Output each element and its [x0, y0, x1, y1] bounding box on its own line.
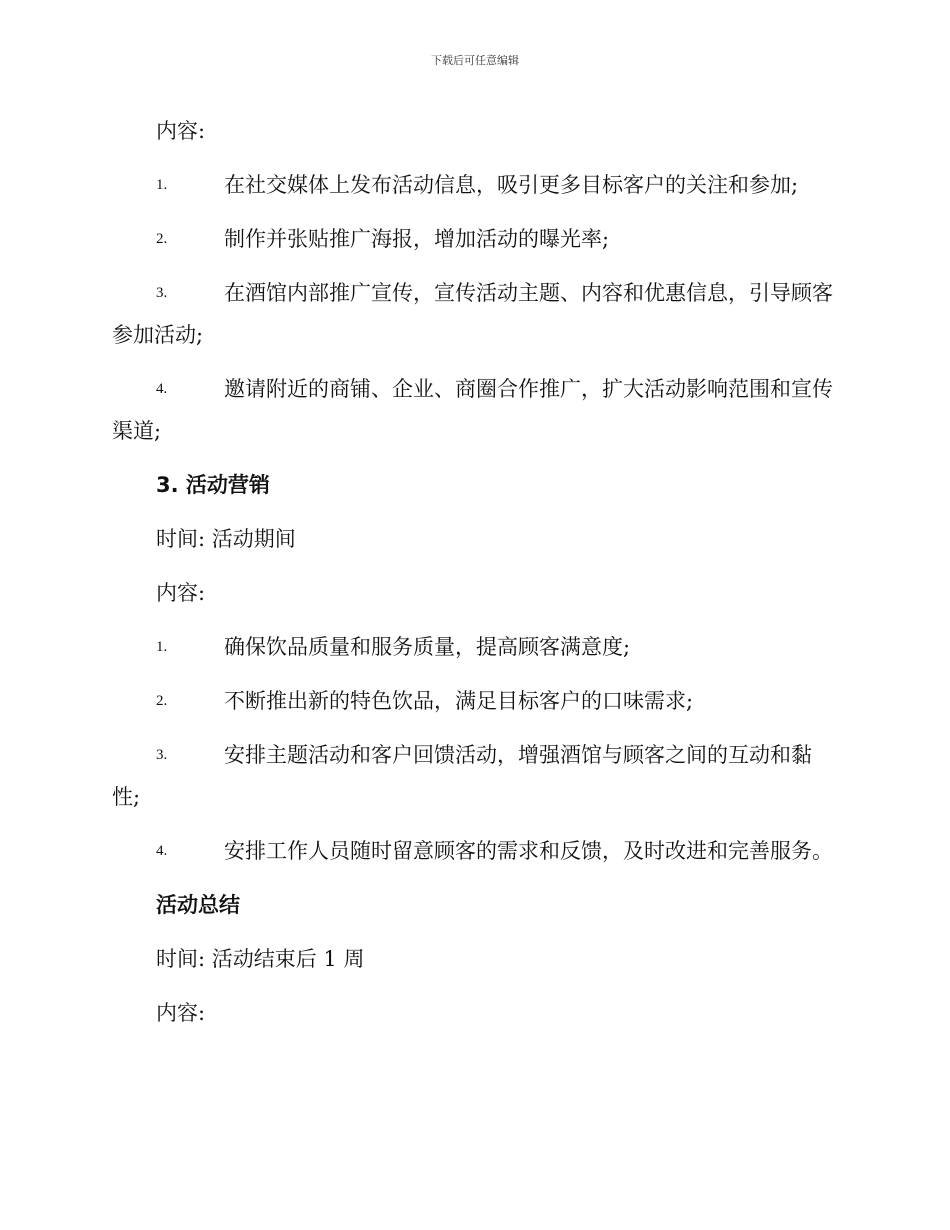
list-item — [112, 164, 837, 206]
list-item-text: 制作并张贴推广海报，增加活动的曝光率; — [224, 227, 610, 251]
list-item-number: 4. — [156, 381, 168, 397]
marketing-time: 时间: 活动期间 — [156, 527, 296, 551]
list-item — [112, 734, 837, 818]
list-item — [112, 680, 837, 722]
summary-time: 时间: 活动结束后 1 周 — [156, 947, 365, 971]
list-item — [112, 218, 837, 260]
list-item-text: 在社交媒体上发布活动信息，吸引更多目标客户的关注和参加; — [224, 173, 799, 197]
promo-content-label: 内容: — [156, 119, 206, 143]
list-item-number: 1. — [156, 639, 168, 655]
list-item-text: 邀请附近的商铺、企业、商圈合作推广，扩大活动影响范围和宣传渠道; — [112, 377, 833, 443]
list-item-text: 在酒馆内部推广宣传，宣传活动主题、内容和优惠信息，引导顾客参加活动; — [112, 281, 833, 347]
list-item-text: 安排主题活动和客户回馈活动，增强酒馆与顾客之间的互动和黏性; — [112, 743, 812, 809]
section-heading-marketing: 3. 活动营销 — [156, 473, 270, 497]
summary-content-label: 内容: — [156, 1001, 206, 1025]
list-item — [112, 272, 837, 356]
document-body — [112, 110, 837, 1046]
list-item-number: 2. — [156, 231, 168, 247]
list-item-text: 安排工作人员随时留意顾客的需求和反馈，及时改进和完善服务。 — [224, 839, 833, 863]
marketing-content-label: 内容: — [156, 581, 206, 605]
list-item-number: 4. — [156, 843, 168, 859]
list-item — [112, 368, 837, 452]
list-item-number: 1. — [156, 177, 168, 193]
section-heading-summary: 活动总结 — [156, 893, 240, 917]
list-item — [112, 626, 837, 668]
list-item — [112, 830, 837, 872]
page-header: 下载后可任意编辑 — [431, 54, 519, 67]
list-item-number: 3. — [156, 285, 168, 301]
list-item-number: 2. — [156, 693, 168, 709]
list-item-number: 3. — [156, 747, 168, 763]
list-item-text: 不断推出新的特色饮品，满足目标客户的口味需求; — [224, 689, 694, 713]
list-item-text: 确保饮品质量和服务质量，提高顾客满意度; — [224, 635, 631, 659]
